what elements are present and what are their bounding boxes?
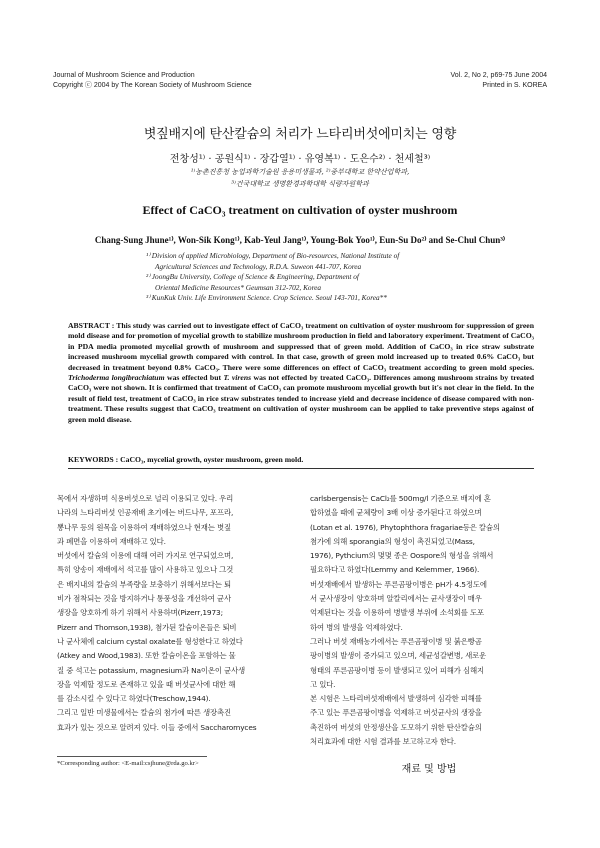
journal-header-left <box>53 71 252 91</box>
body-text-line: (Atkey and Wood,1983). 또한 칼슘이온을 포함하는 물 <box>57 651 236 661</box>
printed-line: Printed in S. KOREA <box>482 82 547 89</box>
journal-header-right <box>450 71 547 91</box>
abstract <box>68 321 534 425</box>
body-text-line: 그러나 버섯 재배농가에서는 푸른곰팡이병 및 붉은빵곰 <box>310 636 482 646</box>
affiliation-line: Oriental Medicine Resources* Geumsan 312-702, Korea <box>155 282 322 292</box>
body-text-line: 효과가 있는 것으로 알려져 있다. 이들 중에서 Saccharomyces <box>57 722 257 732</box>
body-text-line: 주고 있는 푸른곰팡이병을 억제하고 버섯균사의 생장을 <box>310 708 482 718</box>
body-text-line: 나라의 느타리버섯 인공재배 초기에는 버드나무, 포프라, <box>57 508 234 518</box>
journal-name: Journal of Mushroom Science and Production <box>53 72 195 79</box>
body-text-line: 질 중 석고는 potassium, magnesium과 Na이온이 균사생 <box>57 665 246 675</box>
body-text-line: 서 균사생장이 양호하며 알칼리에서는 균사생장이 매우 <box>310 594 482 604</box>
body-text-line: 그리고 일반 미생물에서는 칼슘의 첨가에 따른 생장촉진 <box>57 708 231 718</box>
body-text-line: 를 감소시킬 수 있다고 하였다(Treschow,1944). <box>57 694 211 704</box>
body-text-line: 본 시험은 느타리버섯재배에서 발생하여 심각한 피해를 <box>310 694 482 704</box>
keywords-text: CaCO₃, mycelial growth, oyster mushroom, green mold. <box>118 455 304 464</box>
affiliation-line: ²⁾ JoongBu University, College of Science & Engineering, Department of <box>146 272 359 282</box>
body-text-line: 합하였을 때에 균체량이 3배 이상 증가된다고 하였으며 <box>310 508 482 518</box>
species-name: T. virens <box>223 373 252 383</box>
affiliation-line: ³⁾ KunKuk Univ. Life Environment Science. Crop Science. Seoul 143-701, Korea** <box>146 293 387 303</box>
body-text-line: carlsbergensis는 CaCl₂를 500mg/l 기준으로 배지에 혼 <box>310 494 491 503</box>
body-text-line: 나 균사체에 calcium cystal oxalate를 형성한다고 하였다 <box>57 636 243 646</box>
body-text-line: 목에서 자생하며 식용버섯으로 널리 이용되고 있다. 우리 <box>57 494 234 503</box>
footnote-divider <box>57 756 207 757</box>
body-text-line: 뽕나무 등의 원목을 이용하여 재배하였으나 현재는 볏짚 <box>57 522 231 532</box>
body-text-line: 억제된다는 것을 이용하여 병발생 부위에 소석회를 도포 <box>310 608 484 618</box>
english-title: Effect of CaCO₃ treatment on cultivation of oyster mushroom <box>142 203 458 217</box>
keywords-label: KEYWORDS : <box>68 455 119 464</box>
corresponding-author-footnote: *Corresponding author: <E-mail:csjhune@rda.go.kr> <box>57 760 199 767</box>
abstract-label: ABSTRACT : <box>68 321 115 330</box>
body-text-line: 팡이병의 발생이 증가되고 있으며, 세균성갈변병, 새로운 <box>310 651 487 661</box>
korean-affiliation-2: ³⁾건국대학교 생명환경과학대학 식량자원학과 <box>231 180 369 188</box>
korean-title: 볏짚배지에 탄산칼슘의 처리가 느타리버섯에미치는 영향 <box>143 127 457 142</box>
korean-authors: 전창성¹⁾ · 공원식¹⁾ · 장갑열¹⁾ · 유영복¹⁾ · 도은수²⁾ · 천세철³⁾ <box>169 154 431 165</box>
copyright-line: Copyright ⓒ 2004 by The Korean Society of Mushroom Science <box>53 82 252 89</box>
body-text-line: 과 폐면을 이용하여 재배하고 있다. <box>57 536 166 546</box>
body-column-right <box>310 492 548 749</box>
body-text-line: 장을 억제할 정도로 존재하고 있을 때 버섯균사에 대한 해 <box>57 679 236 689</box>
korean-affiliation-1: ¹⁾농촌진흥청 농업과학기술원 응용미생물과, ²⁾중부대학교 한약산업학과, <box>190 168 410 176</box>
body-text-line: (Lotan et al. 1976), Phytophthora fragariae등은 칼슘의 <box>310 522 500 532</box>
abstract-text: This study was carried out to investigate effect of CaCO₃ treatment on cultivation of oyster mushroom for suppression of green mold disease and for promotion of mycelial growth to stabilize mushroom production in field and laboratory experiment. Treatment of CaCO₃ in PDA media promoted mycelial growth of mushroom and suppressed that of green mold. Addition of CaCO₃ in rice straw substrate increased mushroom mycelial growth compared with control. In that case, growth of green mold increased up to treated 0.6% CaCO₃ but decreased in treatment beyond 0.8% CaCO₃. There were some differences on effect of CaCO₃ treatment according to green mold species. <box>68 321 534 372</box>
body-text-line: 하여 병의 발생을 억제하였다. <box>310 622 403 632</box>
body-column-left <box>57 492 295 735</box>
keywords <box>68 455 534 464</box>
section-heading: 재료 및 방법 <box>401 764 457 775</box>
affiliation-line: ¹⁾ Division of applied Microbiology, Department of Bio-resources, National Institute of <box>146 251 400 260</box>
body-text-line: 1976), Pythcium의 몇몇 종은 Oospore의 형성을 위해서 <box>310 551 494 561</box>
volume-line: Vol. 2, No 2, p69-75 June 2004 <box>450 72 547 79</box>
body-text-line: Pizerr and Thomson,1938), 첨가된 칼슘이온들은 퇴비 <box>57 622 237 632</box>
keywords-divider <box>68 468 534 469</box>
body-text-line: 형태의 푸른곰팡이병 등이 발생되고 있어 피해가 심해지 <box>310 665 484 675</box>
body-text-line: 은 배지내의 칼슘의 부족량을 보충하기 위해서보다는 퇴 <box>57 579 231 589</box>
species-name: Trichoderma longibrachiatum <box>68 373 165 383</box>
body-text-line: 특히 양송이 재배에서 석고를 많이 사용하고 있으나 그것 <box>57 565 234 575</box>
body-text-line: 버섯재배에서 발생하는 푸른곰팡이병은 pH가 4.5정도에 <box>310 579 487 589</box>
body-text-line: 첨가에 의해 sporangia의 형성이 촉진되었고(Mass, <box>310 536 475 546</box>
body-text-line: 비가 점착되는 것을 방지하거나 통풍성을 개선하여 균사 <box>57 594 231 604</box>
body-text-line: 필요하다고 하였다(Lemmy and Kelemmer, 1966). <box>310 565 480 575</box>
english-affiliations <box>146 251 476 304</box>
abstract-text: was not effected by treated CaCO₃. Differences among mushroom strains by treated CaCO₃ were not shown. It is confirmed that treatment of CaCO₃ can promote mushroom mycelial growth but it's not clear in the field. In the result of field test, treatment of CaCO₃ in rice straw substrates tended to increase yield and decrease incidence of disease compared with non-treatment. These results suggest that CaCO₃ treatment on cultivation of oyster mushroom can be applied to take preventive steps against of green mold disease. <box>68 373 534 424</box>
affiliation-line: Agricultural Sciences and Technology, R.D.A. Suweon 441-707, Korea <box>155 261 362 271</box>
body-text-line: 고 있다. <box>310 679 336 689</box>
body-text-line: 촉진하여 버섯의 안정생산을 도모하기 위한 탄산칼슘의 <box>310 722 482 732</box>
body-text-line: 생장을 양호하게 하기 위해서 사용하며(Pizerr,1973; <box>57 608 223 618</box>
abstract-text: was effected but <box>164 373 224 383</box>
body-text-line: 버섯에서 칼슘의 이용에 대해 여러 가지로 연구되었으며, <box>57 551 234 561</box>
body-text-line: 처리효과에 대한 시험 결과를 보고하고자 한다. <box>310 737 456 747</box>
english-authors: Chang-Sung Jhune¹⁾, Won-Sik Kong¹⁾, Kab-Yeul Jang¹⁾, Young-Bok Yoo¹⁾, Eun-Su Do²⁾ and Se-Chul Chun³⁾ <box>94 235 506 245</box>
